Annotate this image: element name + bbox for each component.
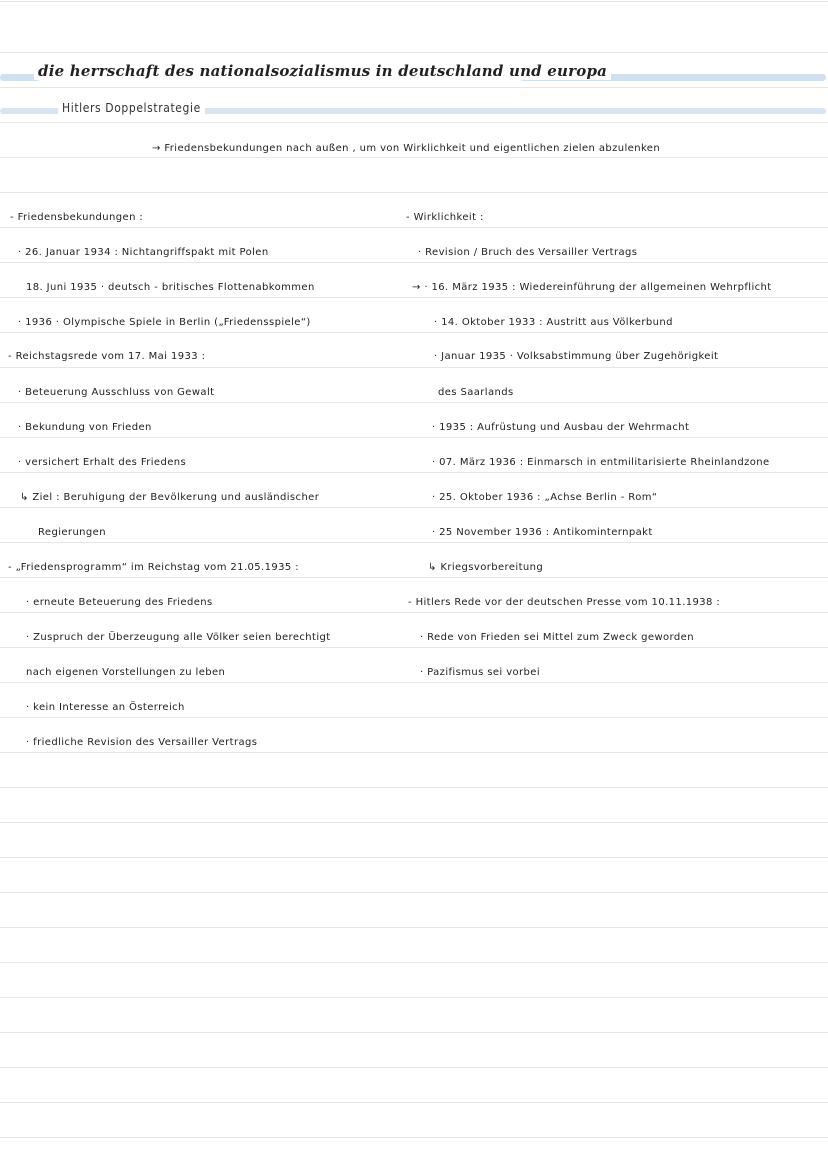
right-line: · Rede von Frieden sei Mittel zum Zweck geworden — [420, 632, 694, 643]
left-line: · erneute Beteuerung des Friedens — [26, 597, 213, 608]
left-line: nach eigenen Vorstellungen zu leben — [26, 667, 226, 678]
left-line: · friedliche Revision des Versailler Vertrags — [26, 737, 258, 748]
right-line: ↳ Kriegsvorbereitung — [428, 562, 544, 573]
right-line: · 07. März 1936 : Einmarsch in entmilitarisierte Rheinlandzone — [432, 457, 770, 468]
left-line: · 1936 · Olympische Spiele in Berlin („Friedensspiele“) — [18, 317, 311, 328]
left-line: ↳ Ziel : Beruhigung der Bevölkerung und ausländischer — [20, 492, 320, 503]
left-line: · Beteuerung Ausschluss von Gewalt — [18, 387, 215, 398]
right-line: - Wirklichkeit : — [406, 212, 484, 223]
right-line: · Revision / Bruch des Versailler Vertrags — [418, 247, 638, 258]
right-line: → · 16. März 1935 : Wiedereinführung der allgemeinen Wehrpflicht — [412, 282, 772, 293]
left-line: · 26. Januar 1934 : Nichtangriffspakt mit Polen — [18, 247, 269, 258]
right-line: · Januar 1935 · Volksabstimmung über Zugehörigkeit — [434, 351, 719, 362]
intro-line: → Friedensbekundungen nach außen , um von Wirklichkeit und eigentlichen zielen abzulenken — [152, 143, 661, 154]
right-line: · 1935 : Aufrüstung und Ausbau der Wehrmacht — [432, 422, 690, 433]
right-line: · 25. Oktober 1936 : „Achse Berlin - Rom“ — [432, 492, 658, 503]
left-line: · Bekundung von Frieden — [18, 422, 152, 433]
left-line: 18. Juni 1935 · deutsch - britisches Flottenabkommen — [26, 282, 315, 293]
left-line: - Friedensbekundungen : — [10, 212, 144, 223]
left-line: · kein Interesse an Österreich — [26, 702, 185, 713]
left-line: Regierungen — [38, 527, 106, 538]
left-line: · Zuspruch der Überzeugung alle Völker seien berechtigt — [26, 632, 331, 643]
right-line: des Saarlands — [438, 387, 514, 398]
right-line: - Hitlers Rede vor der deutschen Presse vom 10.11.1938 : — [408, 597, 721, 608]
right-line: · 14. Oktober 1933 : Austritt aus Völkerbund — [434, 317, 673, 328]
right-line: · 25 November 1936 : Antikominternpakt — [432, 527, 653, 538]
left-line: - Reichstagsrede vom 17. Mai 1933 : — [8, 351, 206, 362]
left-line: - „Friedensprogramm“ im Reichstag vom 21.05.1935 : — [8, 562, 300, 573]
page-title: die herrschaft des nationalsozialismus in deutschland und europa — [34, 62, 611, 80]
right-line: · Pazifismus sei vorbei — [420, 667, 541, 678]
left-line: · versichert Erhalt des Friedens — [18, 457, 187, 468]
page-subtitle: Hitlers Doppelstrategie — [58, 101, 205, 115]
